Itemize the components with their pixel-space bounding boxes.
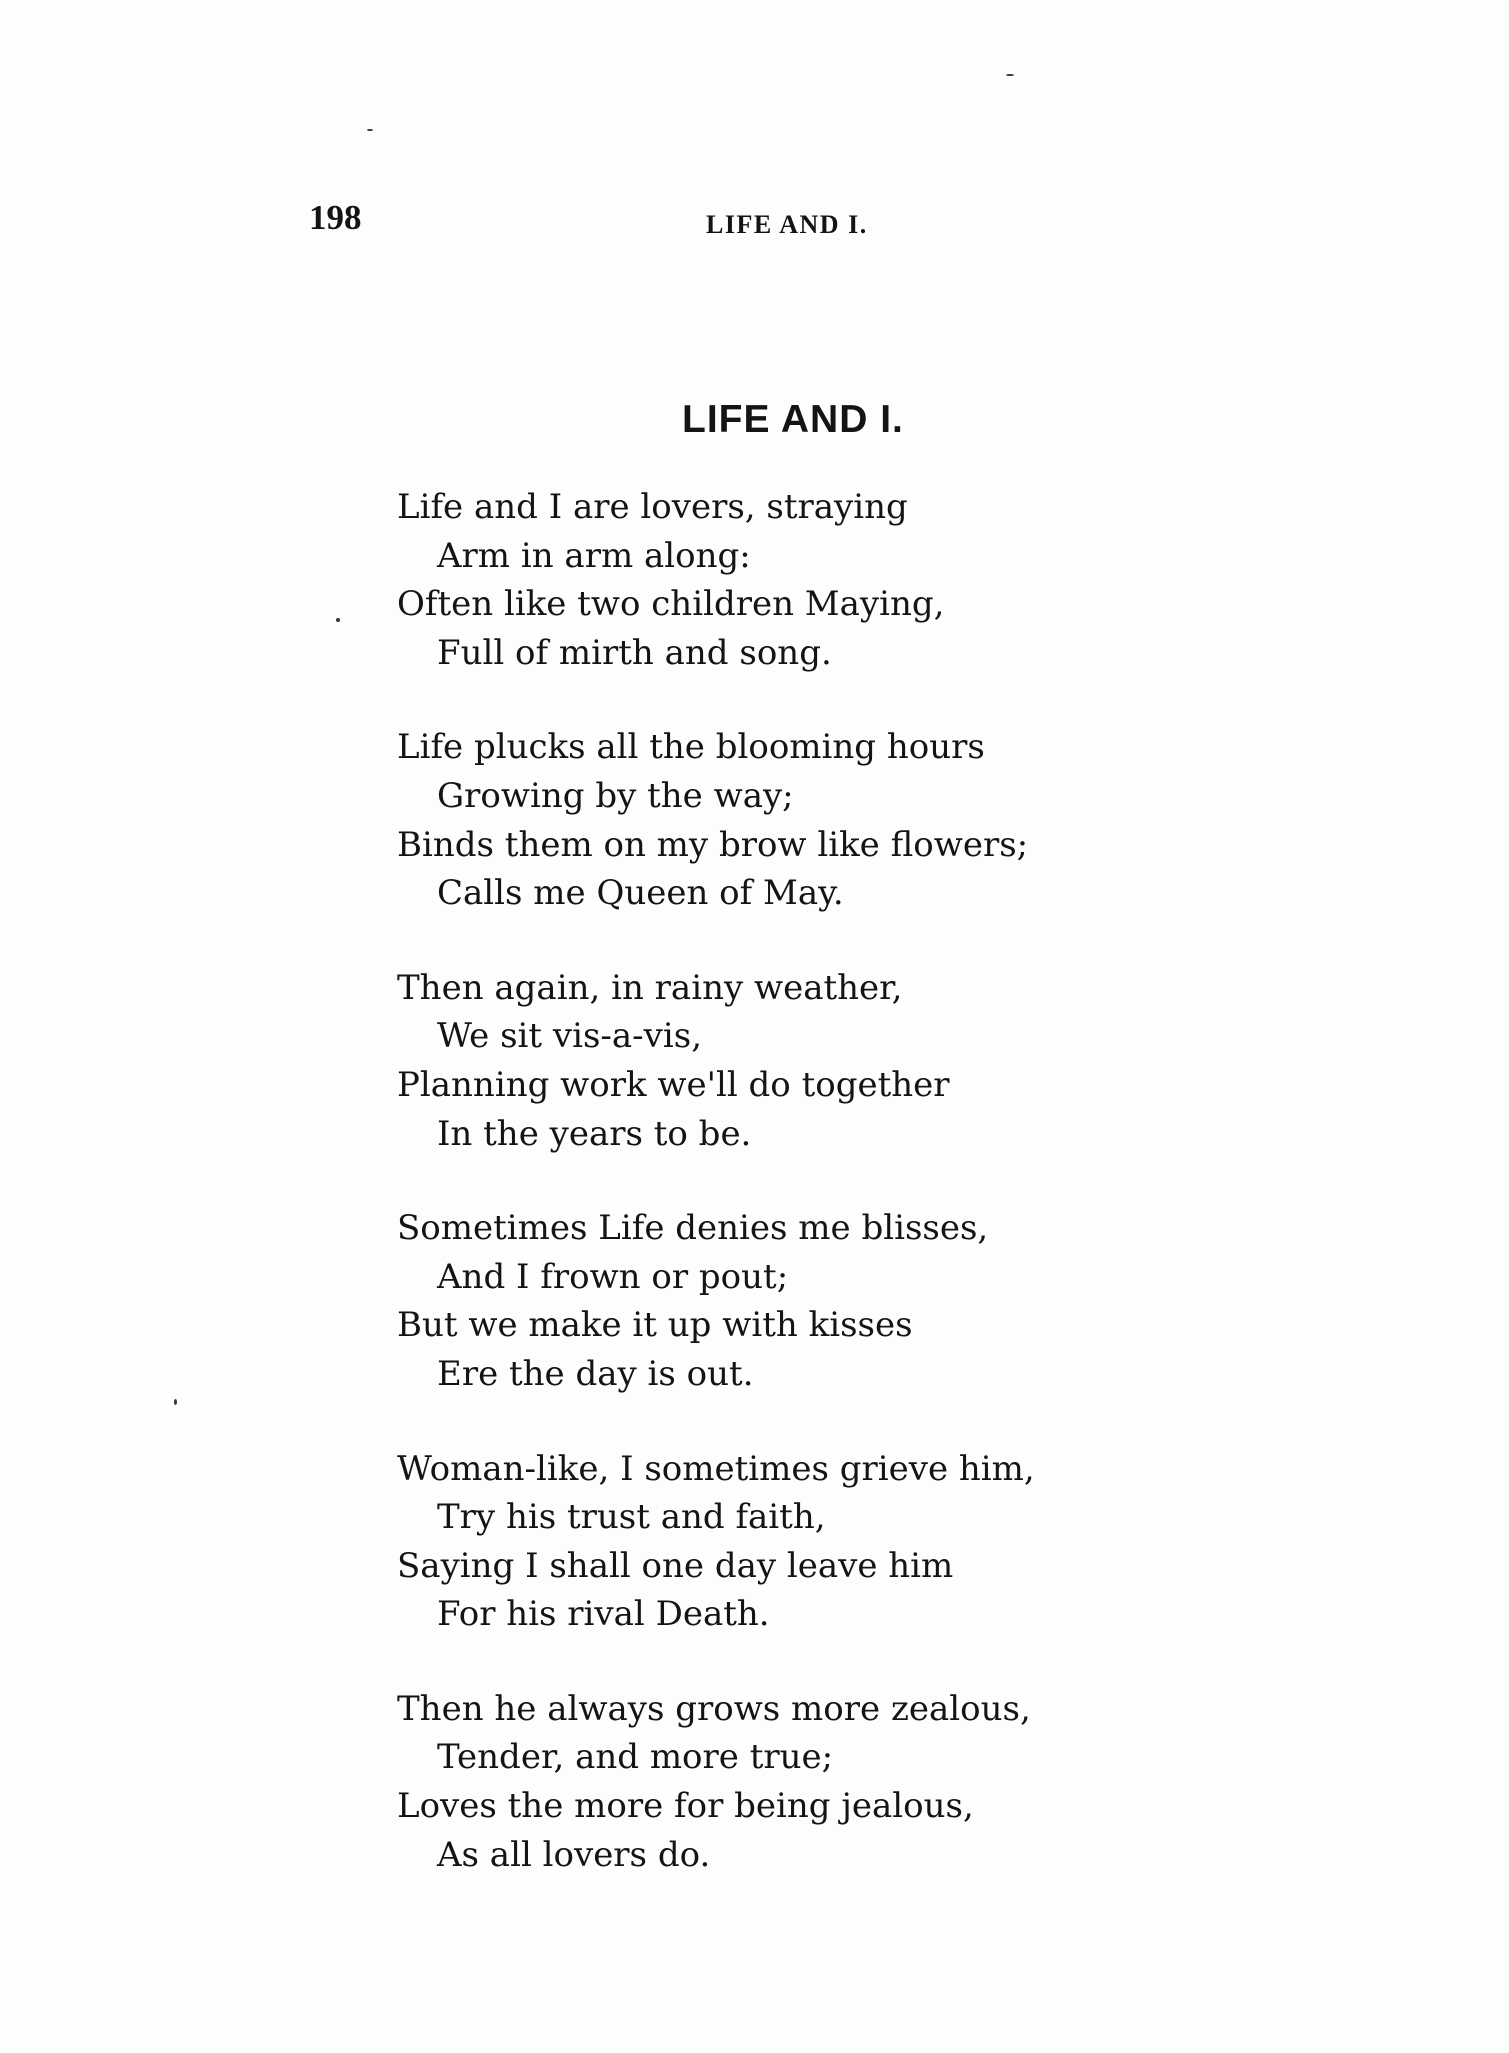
stanza <box>397 1685 1397 1879</box>
poem-line: Full of mirth and song. <box>437 632 832 673</box>
poem-line: Often like two children Maying, <box>397 584 945 625</box>
running-head: LIFE AND I. <box>706 210 868 239</box>
poem-line: Life plucks all the blooming hours <box>397 727 985 768</box>
poem-line: Planning work we'll do together <box>397 1064 950 1105</box>
poem-line: In the years to be. <box>437 1113 752 1154</box>
stanza <box>397 1204 1397 1398</box>
poem-line: Calls me Queen of May. <box>437 873 844 914</box>
poem-line: Arm in arm along: <box>437 535 751 576</box>
poem-line: Loves the more for being jealous, <box>397 1786 974 1827</box>
stanza <box>397 483 1397 677</box>
poem-line: Growing by the way; <box>437 775 794 816</box>
poem-line: We sit vis-a-vis, <box>437 1016 703 1057</box>
poem-line: But we make it up with kisses <box>397 1305 913 1346</box>
poem-line: Then he always grows more zealous, <box>397 1688 1031 1729</box>
poem-body <box>397 483 1397 1925</box>
scan-speck <box>174 1399 177 1405</box>
poem-line: Woman-like, I sometimes grieve him, <box>397 1448 1035 1489</box>
poem-line: Life and I are lovers, straying <box>397 487 908 527</box>
scan-speck <box>367 129 373 131</box>
poem-line: Then again, in rainy weather, <box>397 967 903 1008</box>
poem-line: Try his trust and faith, <box>437 1497 826 1538</box>
poem-line: Saying I shall one day leave him <box>397 1545 954 1586</box>
scan-speck <box>1006 74 1014 76</box>
poem-line: And I frown or pout; <box>437 1256 789 1297</box>
poem-line: Sometimes Life denies me blisses, <box>397 1208 989 1249</box>
stanza <box>397 723 1397 917</box>
poem-line: As all lovers do. <box>437 1834 711 1875</box>
scan-speck <box>336 618 340 622</box>
poem-line: For his rival Death. <box>437 1594 770 1635</box>
poem-line: Ere the day is out. <box>437 1353 754 1394</box>
stanza <box>397 964 1397 1158</box>
poem-title: LIFE AND I. <box>682 398 904 441</box>
stanza <box>397 1445 1397 1639</box>
poem-line: Tender, and more true; <box>437 1737 834 1778</box>
page-number: 198 <box>309 198 362 237</box>
poem-line: Binds them on my brow like flowers; <box>397 824 1029 865</box>
